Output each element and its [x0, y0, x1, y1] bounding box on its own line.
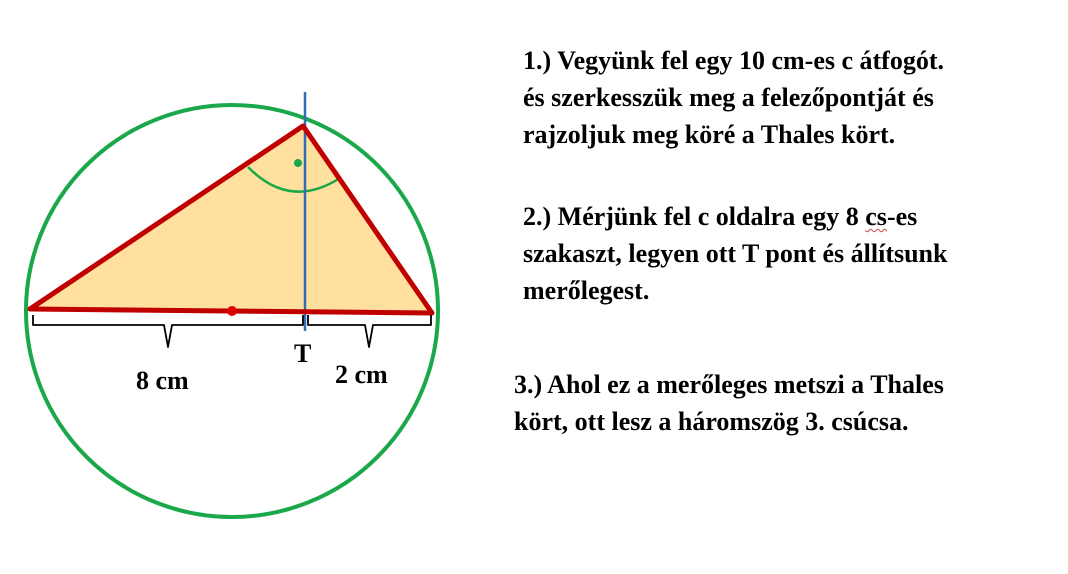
step-2-line-2: szakaszt, legyen ott T pont és állítsunk: [523, 239, 948, 268]
step-1-text: [523, 42, 944, 153]
step-1-line-2: és szerkesszük meg a felezőpontját és: [523, 83, 934, 112]
step-2-line-1: [523, 198, 947, 235]
step-3-line-1: 3.) Ahol ez a merőleges metszi a Thales: [514, 370, 944, 399]
step-2-line-1-end: -es: [886, 202, 918, 231]
right-angle-dot: [294, 159, 302, 167]
step-2-spellcheck-word: cs: [865, 202, 887, 231]
brace-left: [33, 315, 303, 347]
step-3-line-2: kört, ott lesz a háromszög 3. csúcsa.: [514, 407, 909, 436]
step-1-line-1: 1.) Vegyünk fel egy 10 cm-es c átfogót.: [523, 46, 944, 75]
label-foot-point-t: T: [294, 339, 312, 368]
label-segment-2cm: 2 cm: [335, 360, 388, 389]
brace-right: [308, 315, 431, 347]
triangle-fill: [30, 126, 432, 313]
step-1-line-3: rajzoljuk meg köré a Thales kört.: [523, 120, 896, 149]
step-2-line-1-start: 2.) Mérjünk fel c oldalra egy 8: [523, 202, 866, 231]
label-segment-8cm: 8 cm: [136, 366, 189, 395]
step-2-line-3: merőlegest.: [523, 276, 650, 305]
step-2-text: [523, 198, 947, 309]
hypotenuse-midpoint: [227, 306, 237, 316]
step-3-text: [514, 366, 944, 440]
